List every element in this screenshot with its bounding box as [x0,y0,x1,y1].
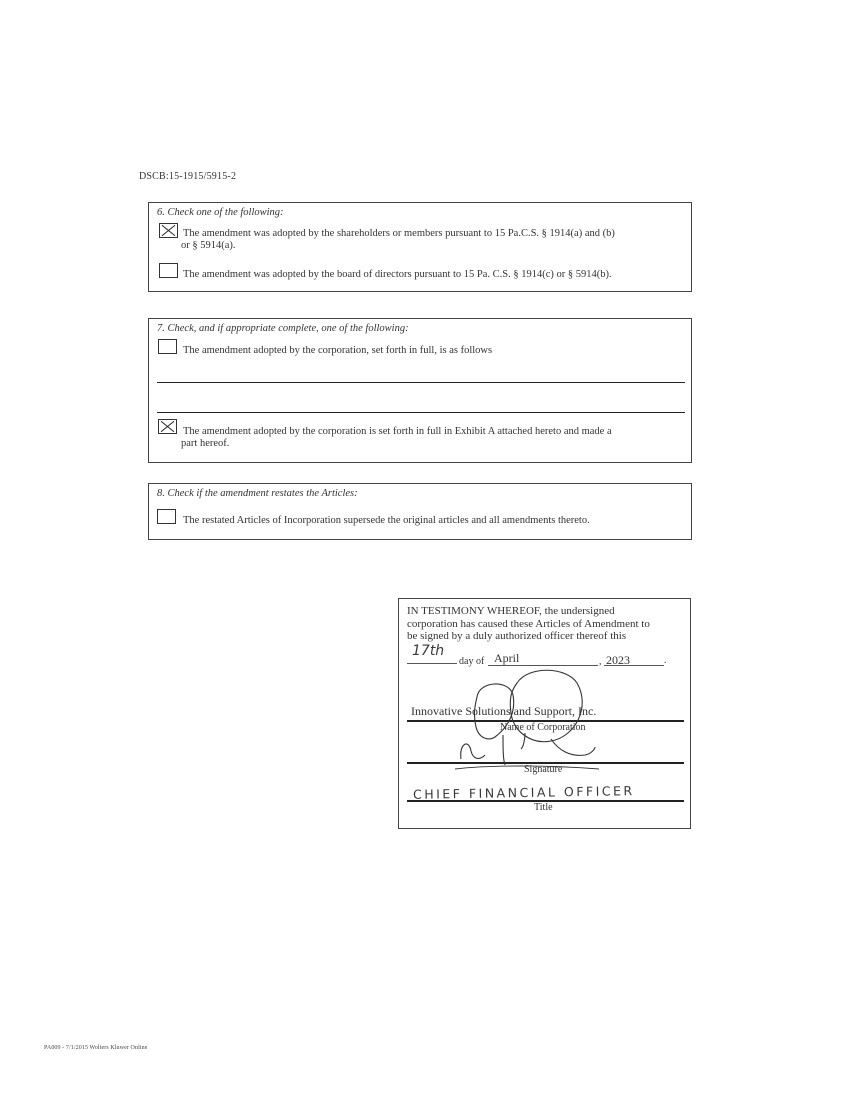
check-x-icon [159,420,176,433]
section-6-option-2-checkbox[interactable] [159,263,178,278]
testimony-line-2: corporation has caused these Articles of Amendment to [407,617,650,630]
section-6-option-1-line-1: The amendment was adopted by the shareholders or members pursuant to 15 Pa.C.S. § 1914(a) and (b) [183,228,615,239]
testimony-line-3: be signed by a duly authorized officer thereof this [407,630,627,642]
section-7-option-2-line-1: The amendment adopted by the corporation is set forth in full in Exhibit A attached hereto and made a [183,426,612,437]
testimony-box [398,598,691,829]
handwritten-signature [399,599,692,830]
title-value-handwritten[interactable]: CHIEF FINANCIAL OFFICER [412,783,635,802]
section-8-option-1-checkbox[interactable] [157,509,176,524]
section-8-title: 8. Check if the amendment restates the Articles: [157,488,358,499]
period-mark: . [664,655,667,666]
day-of-label: day of [459,656,485,667]
section-7-option-2-checkbox[interactable] [158,419,177,434]
footer-text: PA009 - 7/1/2015 Wolters Kluwer Online [44,1045,148,1051]
corporation-name-label: Name of Corporation [500,722,586,733]
month-value[interactable]: April [494,651,520,665]
year-value[interactable]: 2023 [606,653,630,667]
section-6-option-1-line-2: or § 5914(a). [181,240,236,251]
amendment-text-line-1[interactable] [157,382,685,383]
section-8-box [148,483,692,540]
testimony-line-1: IN TESTIMONY WHEREOF, the undersigned [407,605,615,617]
section-7-option-1-text: The amendment adopted by the corporation, set forth in full, is as follows [183,345,493,356]
section-6-option-1-checkbox[interactable] [159,223,178,238]
section-6-option-2-text: The amendment was adopted by the board of directors pursuant to 15 Pa. C.S. § 1914(c) or § 5914(b). [183,269,612,280]
section-7-option-2-line-2: part hereof. [181,438,230,449]
title-label: Title [534,802,553,813]
amendment-text-line-2[interactable] [157,412,685,413]
section-6-option-1-text [183,228,615,252]
form-code: DSCB:15-1915/5915-2 [139,171,237,182]
section-7-box [148,318,692,463]
section-8-option-1-text: The restated Articles of Incorporation supersede the original articles and all amendments thereto. [183,515,590,526]
signature-label: Signature [524,764,563,775]
section-7-title: 7. Check, and if appropriate complete, one of the following: [157,323,409,334]
comma-separator: , [599,656,602,667]
section-7-option-2-text [183,426,612,450]
section-7-option-1-checkbox[interactable] [158,339,177,354]
section-6-title: 6. Check one of the following: [157,207,284,218]
check-x-icon [160,224,177,237]
section-6-box [148,202,692,292]
day-value-handwritten[interactable]: 17th [412,643,445,659]
corporation-name-value[interactable]: Innovative Solutions and Support, Inc. [411,704,597,718]
